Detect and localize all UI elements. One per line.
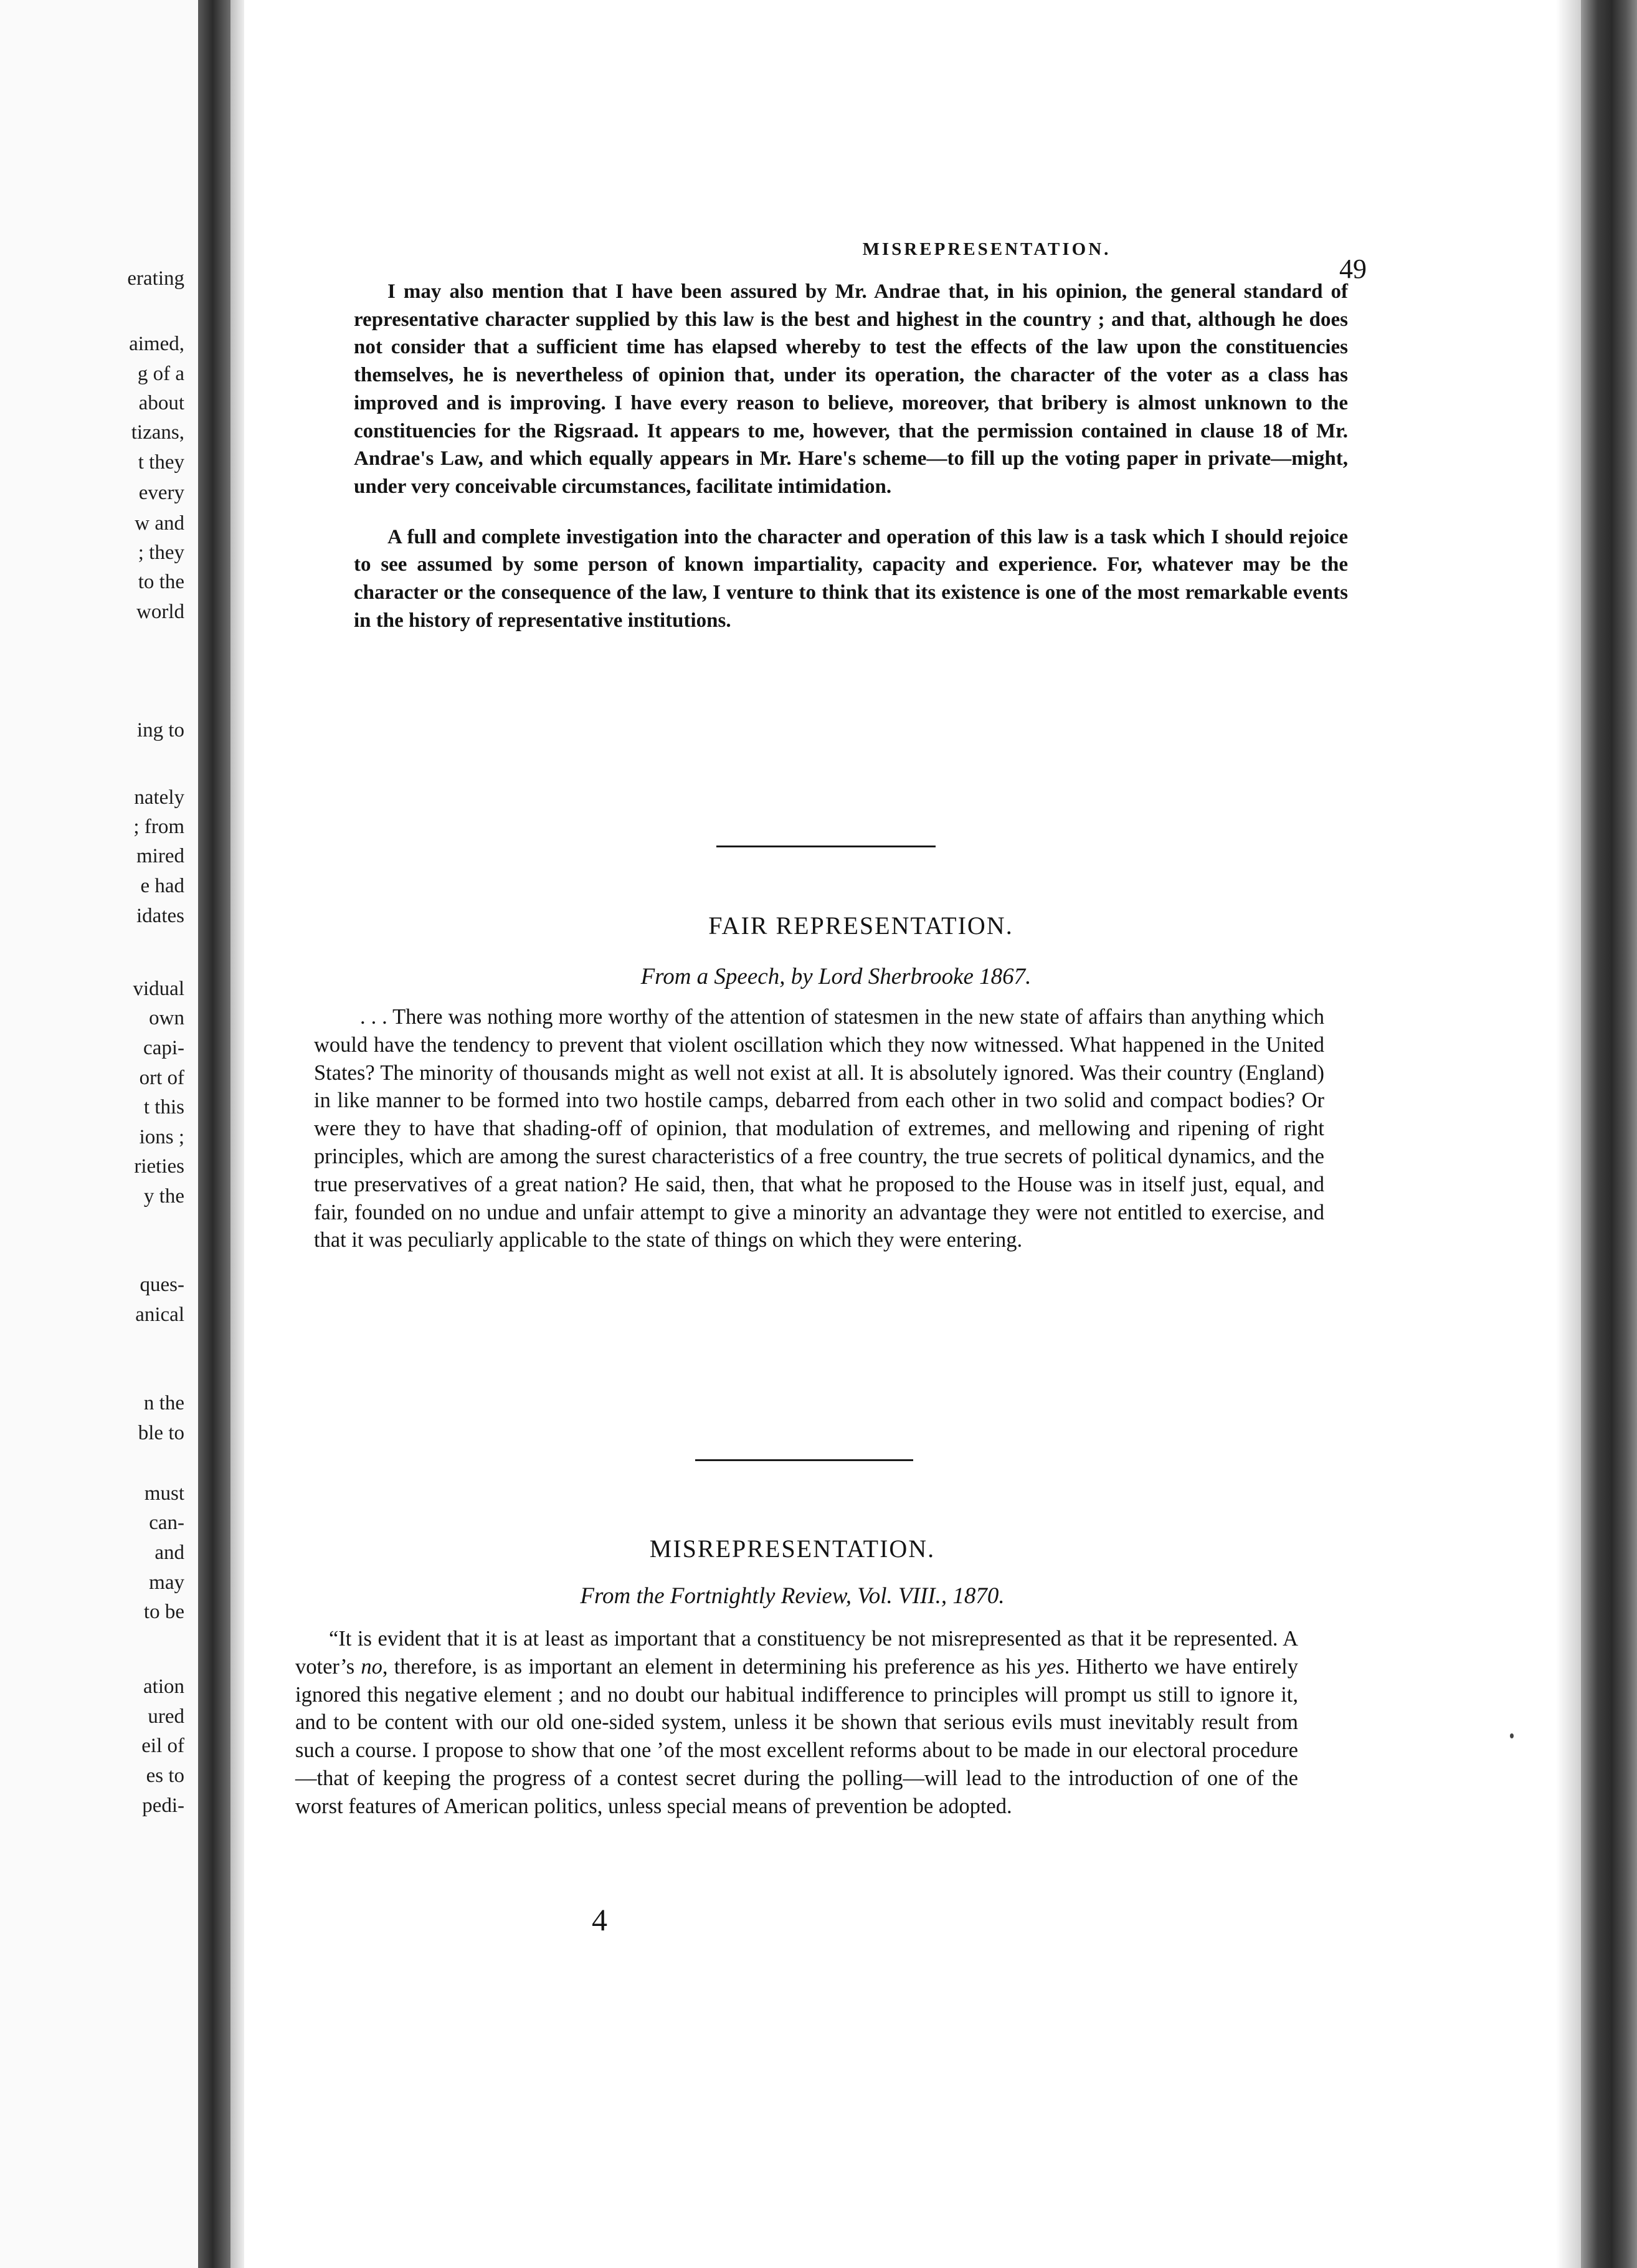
left-page-line-fragment: and — [154, 1541, 184, 1564]
left-page-line-fragment: can- — [149, 1512, 184, 1534]
left-page-line-fragment: ured — [148, 1705, 184, 1728]
left-page-line-fragment: aimed, — [129, 333, 184, 355]
section-divider-1 — [716, 846, 936, 847]
left-page-line-fragment: ort of — [139, 1067, 184, 1089]
left-page-line-fragment: es to — [146, 1765, 184, 1787]
left-page-line-fragment: pedi- — [142, 1794, 184, 1817]
book-gutter-highlight — [230, 0, 244, 2268]
mis-section-body: “It is evident that it is at least as important that a constituency be not misrepresented as that it be represented. A voter’s no, therefore, is as important an element in determining his preference as his yes. Hitherto we have entirely ignored this negative element ; and no doubt our habitual indifference to principles will prompt us still to ignore it, and to be content with our old one-sided system, unless it be shown that serious evils must inevitably result from such a course. I propose to show that one ’of the most excellent reforms about to be made in our electoral procedure—that of keeping the progress of a contest secret during the polling—will lead to the introduction of one of the worst features of American politics, unless special means of prevention be adopted. — [295, 1627, 1298, 1818]
left-page-line-fragment: to the — [138, 571, 184, 593]
left-page-line-fragment: rieties — [134, 1155, 184, 1178]
top-paragraph-1: I may also mention that I have been assured by Mr. Andrae that, in his opinion, the general standard of representative character supplied by this law is the best and highest in the country ; and that, although he does not consider that a sufficient time has elapsed whereby to test the effects of the law upon the constituencies themselves, he is nevertheless of opinion that, under its operation, the character of the voter as a class has improved and is improving. I have every reason to believe, moreover, that bribery is almost unknown to the constituencies for the Rigsraad. It appears to me, however, that the permission contained in clause 18 of Mr. Andrae's Law, and which equally appears in Mr. Hare's scheme—to fill up the voting paper in private—might, under very conceivable circumstances, facilitate intimidation. — [354, 280, 1348, 498]
left-page-line-fragment: ation — [143, 1675, 184, 1698]
left-page-line-fragment: must — [144, 1482, 184, 1505]
footer-signature-number: 4 — [592, 1902, 607, 1937]
left-page-line-fragment: anical — [135, 1303, 184, 1326]
left-page-line-fragment: may — [149, 1571, 184, 1594]
left-page-line-fragment: eil of — [141, 1735, 184, 1757]
left-page-line-fragment: n the — [143, 1392, 184, 1414]
fair-section-subtitle: From a Speech, by Lord Sherbrooke 1867. — [640, 964, 1032, 989]
left-page-line-fragment: y the — [143, 1185, 184, 1208]
mis-section-title: MISREPRESENTATION. — [649, 1535, 936, 1563]
fair-section-body: . . . There was nothing more worthy of the attention of statesmen in the new state of affairs than anything which would have the tendency to prevent that violent oscillation which they now witnessed. What happened in the United States? The minority of thousands might as well not exist at all. It is absolutely ignored. Was their country (England) in like manner to be formed into two hostile camps, debarred from each other in two solid and compact bodies? Or were they to have that shading-off of opinion, that modulation of extremes, and mellowing and ripening of right principles, which are among the surest characteristics of a free country, the true secrets of political dynamics, and the true preservatives of a great nation? He said, then, that what he proposed to the House was in itself just, equal, and fair, founded on no undue and unfair attempt to give a minority an advantage they were not entitled to exercise, and that it was peculiarly applicable to the state of things on which they were entering. — [314, 1005, 1324, 1252]
left-page-line-fragment: ques- — [140, 1274, 184, 1296]
fair-section-body-block — [314, 1003, 1324, 1254]
left-page-line-fragment: about — [138, 392, 184, 414]
left-page-line-fragment: nately — [134, 786, 184, 809]
left-page-line-fragment: own — [149, 1007, 184, 1029]
top-section — [354, 278, 1348, 634]
left-page-line-fragment: vidual — [133, 978, 184, 1000]
left-page-line-fragment: idates — [136, 905, 184, 927]
left-facing-page — [0, 0, 198, 2268]
left-page-line-fragment: ions ; — [139, 1126, 184, 1148]
left-page-line-fragment: erating — [127, 267, 184, 290]
fair-section-title: FAIR REPRESENTATION. — [708, 912, 1013, 940]
left-page-line-fragment: ble to — [138, 1422, 184, 1444]
left-page-line-fragment: every — [138, 482, 184, 504]
section-divider-2 — [695, 1459, 913, 1461]
left-page-line-fragment: ing to — [136, 719, 184, 741]
left-page-line-fragment: capi- — [143, 1037, 184, 1059]
book-gutter-shadow — [198, 0, 230, 2268]
left-page-line-fragment: ; they — [138, 541, 184, 564]
left-page-line-fragment: ; from — [133, 816, 184, 838]
left-page-line-fragment: mired — [136, 845, 184, 867]
page-edge-shadow — [1581, 0, 1637, 2268]
left-page-line-fragment: g of a — [137, 363, 184, 385]
left-page-line-fragment: t this — [143, 1096, 184, 1118]
mis-section-body-block — [295, 1625, 1298, 1821]
left-page-line-fragment: t they — [138, 451, 184, 474]
top-paragraph-2: A full and complete investigation into the character and operation of this law is a task which I should rejoice to see assumed by some person of known impartiality, capacity and experience. For, whatever may be the character or the consequence of the law, I venture to think that its existence is one of the most remarkable events in the history of representative institutions. — [354, 525, 1348, 632]
left-page-line-fragment: to be — [143, 1601, 184, 1623]
left-page-line-fragment: tizans, — [131, 421, 184, 444]
left-page-line-fragment: world — [136, 601, 184, 623]
page-number: 49 — [1339, 254, 1367, 284]
left-page-line-fragment: e had — [140, 875, 184, 897]
main-page — [244, 0, 1562, 2268]
left-page-line-fragment: w and — [135, 512, 184, 535]
running-head: MISREPRESENTATION. — [862, 239, 1111, 259]
ink-speck — [1510, 1733, 1514, 1738]
mis-section-subtitle: From the Fortnightly Review, Vol. VIII., 1870. — [580, 1583, 1005, 1609]
